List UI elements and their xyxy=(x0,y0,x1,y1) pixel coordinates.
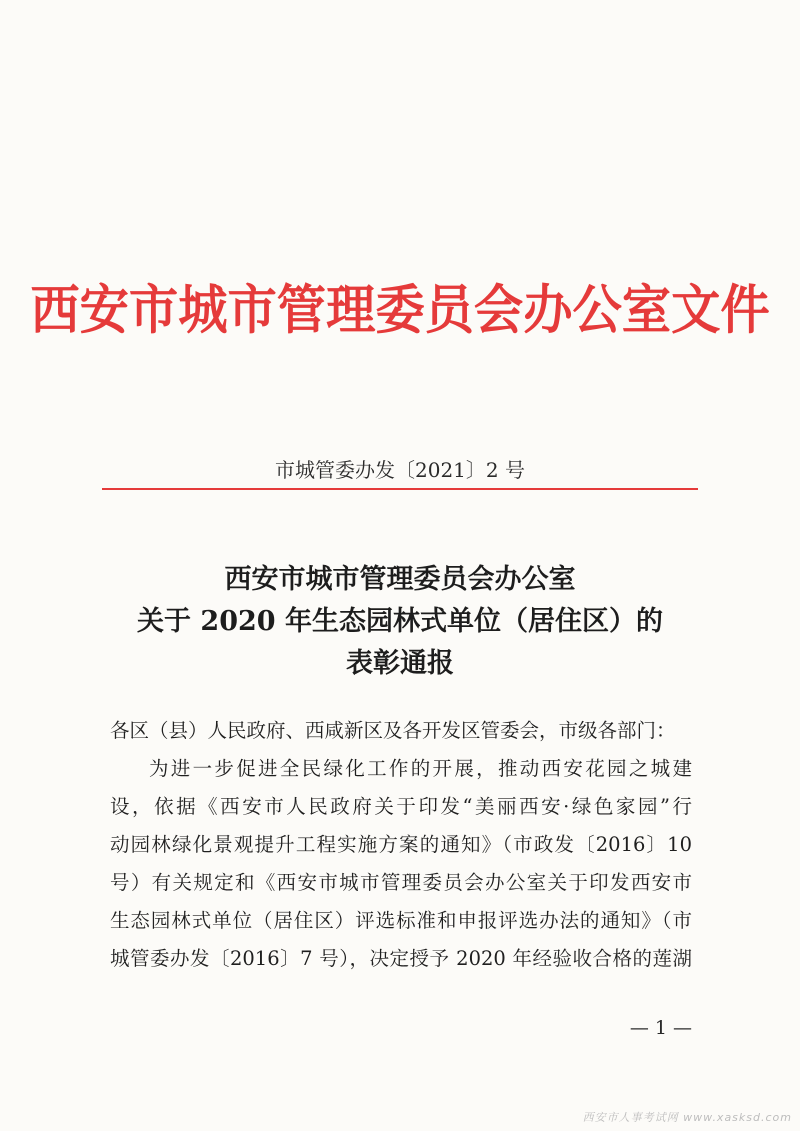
notice-title-line-2: 关于 2020 年生态园林式单位（居住区）的 xyxy=(137,606,663,637)
document-number: 市城管委办发〔2021〕2 号 xyxy=(275,458,525,482)
notice-body xyxy=(110,712,692,978)
body-line-3: 动园林绿化景观提升工程实施方案的通知》（市政发〔2016〕10 xyxy=(110,833,692,856)
body-line-1: 为进一步促进全民绿化工作的开展，推动西安花园之城建 xyxy=(149,757,692,780)
body-line-2: 设，依据《西安市人民政府关于印发“美丽西安·绿色家园”行 xyxy=(110,795,692,818)
body-line-5: 生态园林式单位（居住区）评选标准和申报评选办法的通知》（市 xyxy=(110,909,692,932)
red-divider-line xyxy=(102,488,698,490)
body-line-6: 城管委办发〔2016〕7 号），决定授予 2020 年经验收合格的莲湖 xyxy=(110,947,692,970)
document-header-title: 西安市城市管理委员会办公室文件 xyxy=(30,280,770,341)
page-number: — 1 — xyxy=(629,1017,692,1039)
notice-title-line-3: 表彰通报 xyxy=(346,648,454,679)
addressee-line: 各区（县）人民政府、西咸新区及各开发区管委会，市级各部门： xyxy=(110,719,676,742)
body-line-4: 号）有关规定和《西安市城市管理委员会办公室关于印发西安市 xyxy=(110,871,692,894)
site-watermark: 西安市人事考试网 www.xasksd.com xyxy=(582,1111,792,1124)
notice-title xyxy=(0,559,800,685)
notice-title-line-1: 西安市城市管理委员会办公室 xyxy=(224,564,576,595)
